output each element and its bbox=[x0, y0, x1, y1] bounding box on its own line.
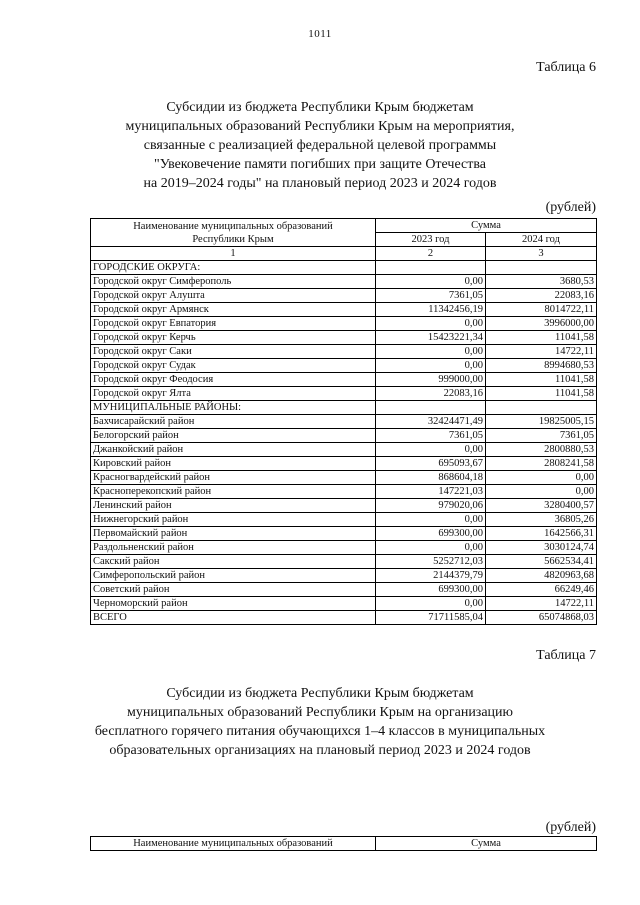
row-value-2024: 3030124,74 bbox=[486, 541, 597, 555]
row-name: Симферопольский район bbox=[91, 569, 376, 583]
table7-label: Таблица 7 bbox=[536, 648, 596, 663]
row-value-2024 bbox=[486, 261, 597, 275]
table6-label: Таблица 6 bbox=[536, 60, 596, 75]
table6-colnum-3: 3 bbox=[486, 247, 597, 261]
row-value-2023: 15423221,34 bbox=[376, 331, 486, 345]
table6-title-line: "Увековечение памяти погибших при защите Отечества bbox=[154, 157, 486, 172]
table6-colnum-1: 1 bbox=[91, 247, 376, 261]
row-name: Нижнегорский район bbox=[91, 513, 376, 527]
table7 bbox=[90, 836, 597, 851]
table-row bbox=[91, 387, 597, 401]
row-name: Городской округ Феодосия bbox=[91, 373, 376, 387]
row-name: Бахчисарайский район bbox=[91, 415, 376, 429]
table6-units: (рублей) bbox=[545, 200, 596, 215]
row-value-2024: 11041,58 bbox=[486, 387, 597, 401]
table6-title-line: связанные с реализацией федеральной целевой программы bbox=[143, 138, 497, 153]
row-value-2024: 2800880,53 bbox=[486, 443, 597, 457]
table-row bbox=[91, 373, 597, 387]
row-value-2023: 699300,00 bbox=[376, 527, 486, 541]
row-value-2023: 695093,67 bbox=[376, 457, 486, 471]
page-number: 1011 bbox=[308, 28, 332, 40]
row-value-2024: 14722,11 bbox=[486, 345, 597, 359]
total-2024: 65074868,03 bbox=[486, 611, 597, 625]
table-row bbox=[91, 261, 597, 275]
table6-colnum-2: 2 bbox=[376, 247, 486, 261]
row-value-2023: 0,00 bbox=[376, 443, 486, 457]
row-value-2023 bbox=[376, 261, 486, 275]
table-row bbox=[91, 499, 597, 513]
row-value-2024: 3280400,57 bbox=[486, 499, 597, 513]
table-row bbox=[91, 513, 597, 527]
row-value-2023: 0,00 bbox=[376, 359, 486, 373]
table-row bbox=[91, 429, 597, 443]
table-row bbox=[91, 401, 597, 415]
table-row bbox=[91, 415, 597, 429]
table-row bbox=[91, 485, 597, 499]
row-value-2023: 5252712,03 bbox=[376, 555, 486, 569]
row-value-2023: 979020,06 bbox=[376, 499, 486, 513]
row-name: Городской округ Судак bbox=[91, 359, 376, 373]
row-value-2024: 22083,16 bbox=[486, 289, 597, 303]
row-value-2023: 22083,16 bbox=[376, 387, 486, 401]
row-name: МУНИЦИПАЛЬНЫЕ РАЙОНЫ: bbox=[91, 401, 376, 415]
row-name: Джанкойский район bbox=[91, 443, 376, 457]
table-row bbox=[91, 597, 597, 611]
table-row bbox=[91, 359, 597, 373]
row-name: Первомайский район bbox=[91, 527, 376, 541]
row-name: Городской округ Саки bbox=[91, 345, 376, 359]
row-value-2024: 2808241,58 bbox=[486, 457, 597, 471]
table6 bbox=[90, 218, 597, 625]
row-name: Красногвардейский район bbox=[91, 471, 376, 485]
table-row bbox=[91, 275, 597, 289]
row-value-2023: 0,00 bbox=[376, 275, 486, 289]
table-row bbox=[91, 569, 597, 583]
table7-title-line: муниципальных образований Республики Крым на организацию bbox=[127, 705, 513, 720]
table7-title-line: бесплатного горячего питания обучающихся 1–4 классов в муниципальных bbox=[94, 724, 546, 739]
table7-header-name: Наименование муниципальных образований bbox=[91, 837, 376, 851]
table-row bbox=[91, 303, 597, 317]
table-row bbox=[91, 471, 597, 485]
row-value-2023: 699300,00 bbox=[376, 583, 486, 597]
row-value-2024: 11041,58 bbox=[486, 331, 597, 345]
row-name: Красноперекопский район bbox=[91, 485, 376, 499]
total-label: ВСЕГО bbox=[91, 611, 376, 625]
row-value-2023: 0,00 bbox=[376, 541, 486, 555]
header-name-line: Республики Крым bbox=[192, 233, 274, 245]
row-value-2024: 3680,53 bbox=[486, 275, 597, 289]
row-value-2023: 7361,05 bbox=[376, 429, 486, 443]
row-value-2023: 999000,00 bbox=[376, 373, 486, 387]
row-value-2024: 11041,58 bbox=[486, 373, 597, 387]
table6-header-name bbox=[91, 219, 376, 247]
row-name: Раздольненский район bbox=[91, 541, 376, 555]
row-name: Городской округ Алушта bbox=[91, 289, 376, 303]
row-value-2024: 1642566,31 bbox=[486, 527, 597, 541]
row-value-2024: 19825005,15 bbox=[486, 415, 597, 429]
table-row bbox=[91, 317, 597, 331]
row-name: Советский район bbox=[91, 583, 376, 597]
table6-title-line: на 2019–2024 годы" на плановый период 2023 и 2024 годов bbox=[143, 176, 497, 191]
row-value-2024: 4820963,68 bbox=[486, 569, 597, 583]
table6-header-2023: 2023 год bbox=[376, 233, 486, 247]
table6-header-sum: Сумма bbox=[376, 219, 597, 233]
table6-title-line: Субсидии из бюджета Республики Крым бюджетам bbox=[166, 100, 474, 115]
row-value-2024: 0,00 bbox=[486, 485, 597, 499]
table-row bbox=[91, 527, 597, 541]
table-row bbox=[91, 555, 597, 569]
row-value-2024: 66249,46 bbox=[486, 583, 597, 597]
row-value-2024: 8994680,53 bbox=[486, 359, 597, 373]
table7-title-line: образовательных организациях на плановый период 2023 и 2024 годов bbox=[109, 743, 531, 758]
row-value-2023: 147221,03 bbox=[376, 485, 486, 499]
table-row bbox=[91, 331, 597, 345]
row-value-2024: 7361,05 bbox=[486, 429, 597, 443]
row-value-2023 bbox=[376, 401, 486, 415]
table-row bbox=[91, 457, 597, 471]
row-value-2023: 32424471,49 bbox=[376, 415, 486, 429]
row-value-2023: 7361,05 bbox=[376, 289, 486, 303]
table-row bbox=[91, 443, 597, 457]
row-value-2024: 0,00 bbox=[486, 471, 597, 485]
row-name: Городской округ Керчь bbox=[91, 331, 376, 345]
row-value-2023: 0,00 bbox=[376, 345, 486, 359]
row-value-2024: 36805,26 bbox=[486, 513, 597, 527]
total-2023: 71711585,04 bbox=[376, 611, 486, 625]
row-name: Городской округ Евпатория bbox=[91, 317, 376, 331]
row-value-2023: 0,00 bbox=[376, 597, 486, 611]
table-row bbox=[91, 345, 597, 359]
row-name: Кировский район bbox=[91, 457, 376, 471]
table6-body bbox=[91, 261, 597, 625]
table-row bbox=[91, 541, 597, 555]
row-value-2024 bbox=[486, 401, 597, 415]
row-value-2023: 2144379,79 bbox=[376, 569, 486, 583]
row-value-2024: 8014722,11 bbox=[486, 303, 597, 317]
row-name: Черноморский район bbox=[91, 597, 376, 611]
row-value-2024: 3996000,00 bbox=[486, 317, 597, 331]
row-value-2023: 0,00 bbox=[376, 513, 486, 527]
header-name-line: Наименование муниципальных образований bbox=[133, 220, 333, 232]
table-row bbox=[91, 583, 597, 597]
row-value-2023: 868604,18 bbox=[376, 471, 486, 485]
row-name: Белогорский район bbox=[91, 429, 376, 443]
table7-header-sum: Сумма bbox=[376, 837, 597, 851]
row-name: ГОРОДСКИЕ ОКРУГА: bbox=[91, 261, 376, 275]
table6-title-line: муниципальных образований Республики Крым на мероприятия, bbox=[125, 119, 515, 134]
table7-units: (рублей) bbox=[545, 820, 596, 835]
table6-header-2024: 2024 год bbox=[486, 233, 597, 247]
row-value-2023: 0,00 bbox=[376, 317, 486, 331]
row-name: Городской округ Армянск bbox=[91, 303, 376, 317]
table-row bbox=[91, 289, 597, 303]
row-name: Городской округ Симферополь bbox=[91, 275, 376, 289]
row-value-2024: 5662534,41 bbox=[486, 555, 597, 569]
row-value-2024: 14722,11 bbox=[486, 597, 597, 611]
table7-title bbox=[60, 684, 580, 760]
total-row bbox=[91, 611, 597, 625]
row-name: Городской округ Ялта bbox=[91, 387, 376, 401]
table6-title bbox=[60, 98, 580, 193]
row-name: Ленинский район bbox=[91, 499, 376, 513]
row-name: Сакский район bbox=[91, 555, 376, 569]
row-value-2023: 11342456,19 bbox=[376, 303, 486, 317]
table7-title-line: Субсидии из бюджета Республики Крым бюджетам bbox=[166, 686, 474, 701]
